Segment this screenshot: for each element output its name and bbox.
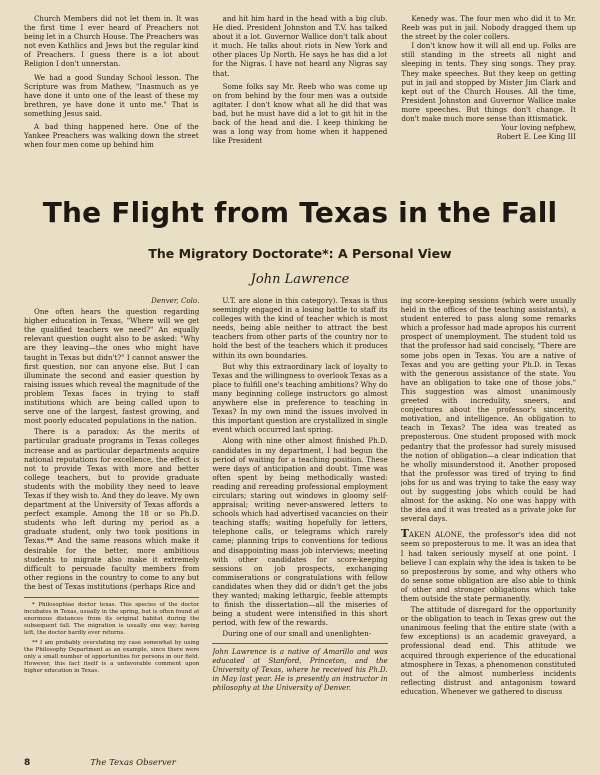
footnote: ** I am probably overstating my case somewhat by using the Philosophy Department as an example, since there were only a small number of opportunities for persons in our field. However, this fact itself is a unfavorable comment upon higher education in Texas. (24, 640, 200, 674)
paragraph: Church Members did not let them in. It was the first time I ever heard of Preachers not being let in a Church House. The Preachers was not even Kathlics and Jews but the regular kind of Preachers. I guess there is a lot about Religion I don't unnerstan. (24, 14, 199, 69)
letter-column-3 (401, 14, 576, 204)
paragraph: and hit him hard in the head with a big club. He died. President Johnston and T.V. has talked about it a lot. Guvernor Wallice don't talk about it much. He talks about riots in New York and other places Up North. He says he has did a lot for the Nigras. I have not heard any Nigras say that. (212, 14, 388, 78)
paragraph: But why this extraordinary lack of loyalty to Texas and the willingness to overlook Texas as a place to fulfill one's teaching ambitions? Why do many beginning college instructors go almost anywhere else in preference to teaching in Texas? In my own mind the issues involved in this important question are crystallized in single event which occurred last spring. (212, 361, 388, 435)
page-number: 8 (24, 758, 31, 768)
footnotes (24, 597, 199, 675)
author-bio (212, 643, 387, 693)
paragraph: During one of our small and unenlighten- (222, 629, 372, 639)
paragraph-text: the professor's idea did not seem so preposterous to me. It was an idea that I had taken seriously myself at one point. I believe I can explain why the idea is taken to be so preposterous by some, and why others who do sense some obligation are also able to think of other and stronger obligations which take them outside the state permanently. (400, 530, 576, 603)
footnote: * Philosophiae doctor texas. This species of the doctor incubates in Texas, usually in the spring, but is often found at enormous distances from its original habitat during the subsequent fall. The migration is usually one way; having left, the doctor hardly ever returns. (24, 602, 200, 636)
article-column-2 (212, 296, 387, 754)
letter-signature: Robert E. Lee King III (496, 132, 576, 142)
publication-name: The Texas Observer (90, 758, 176, 768)
paragraph: There is a paradox: As the merits of particular graduate programs in Texas colleges increase and as particular departments acquire national reputations for excellence, the effect is not to provide Texas with more and better college teachers, but to provide graduate students with the mobility they need to leave Texas if they wish to. And they do leave. My own department at the University of Texas affords a perfect example. Among the 18 or so Ph.D. students who left during my period as a graduate student, only two took positions in Texas.** And the same reasons which make it desirable for the better, more ambitious students to migrate also make it extremely difficult to persuade faculty members from other regions in the country to come to any but the best of Texas institutions (perhaps Rice and (24, 427, 200, 591)
article-column-1 (24, 296, 199, 754)
paragraph: Kenedy was. The four men who did it to Mr. Reeb was put in jail. Nobody dragged them up the street by the coler collers. (401, 14, 576, 42)
article-body (24, 296, 576, 754)
paragraph (401, 529, 576, 603)
letter-closing: Your loving nefphew, (501, 123, 576, 133)
paragraph: U.T. are alone in this category). Texas is thus seemingly engaged in a losing battle to staff its colleges with the kind of teacher which is most needs, being able neither to attract the best teachers from other parts of the country nor to hold the best of the teachers which it produces within its own boundaries. (212, 296, 388, 360)
paragraph: One often hears the question regarding higher education in Texas, "Where will we get the qualified teachers we need?" An equally relevant question ought also to be asked: "Why are they leaving—the ones who might have taught in Texas but didn't?" I cannot answer the first question, nor can anyone else. But I can illuminate the second and easier question by raising issues which reveal the magnitude of the problem Texas faces in trying to staff institutions which are being called upon to serve one of the largest, fastest growing, and most poorly educated populations in the nation. (24, 307, 200, 426)
letter-section (24, 14, 576, 204)
paragraph: ing score-keeping sessions (which were usually held in the offices of the teaching assistants), a student entered to pass along some remarks which a professor had made apropos his current prospect of unemployment. The student told us that the professor had said concisely, "There are some jobs open in Texas. You are a native of Texas and you are getting your Ph.D. in Texas with the generous assistance of the state. You have an obligation to take one of those jobs." This suggestion was almost unanimously greeted with incredulity, sneers, and conjectures about the professor's sincerity, motivation, and intelligence. An obligation to teach in Texas? The idea was treated as preposterous. One student proposed with mock pedantry that the professor had surely misused the notion of obligation—a clear indication that he wholly misunderstood it. Another proposed that the professor was tired of trying to find jobs for us and was trying to take the easy way out by suggesting jobs which could be had almost for the asking. No one was happy with the idea and it was treated as a private joke for several days. (400, 296, 576, 524)
paragraph: I don't know how it will all end up. Folks are still standing in the streets all night and sleeping in tents. They sing songs. They pray. They make speeches. But they keep on getting put in jail and stopped by Mister Jim Clark and kept out of the Church Houses. All the time, President Johnston and Guvernor Wallice make more speeches. But things don't change. It don't make much more sense than ittismatick. (401, 41, 576, 124)
paragraph: Along with nine other almost finished Ph.D. candidates in my department, I had begun the period of waiting for a teaching position. These were days of anticipation and doubt. Time was often spent by being methodically wasted: reading and rereading professional employment circulars; staring out windows in gloomy self-appraisal; writing never-answered letters to schools which had advertised vacancies on their teaching staffs; waiting hopefully for letters, telephone calls, or telegrams which rarely came; planning trips to conventions for tedious and disappointing mass job interviews; meeting with other candidates for score-keeping sessions on job prospects, exchanging commiserations or congratulations with fellow candidates when they did or didn't get the jobs they wanted; making lethargic, feeble attempts to finish the dissertation—all the miseries of being a student were intensified in this short period, with few of the rewards. (212, 436, 388, 628)
lead-in: AKEN ALONE, (408, 530, 465, 540)
drop-cap: T (400, 527, 409, 541)
letter-column-1 (24, 14, 199, 204)
paragraph: Some folks say Mr. Reeb who was come up on from behind by the four men was a outside agitater. I don't know what all he did that was bad, but he must have did a lot to git hit in the back of the head and die. I keep thinking he was a long way from home when it happened like President (212, 81, 388, 146)
bio-text: John Lawrence is a native of Amarillo and was educated at Stanford, Princeton, and the University of Texas, where he received his Ph.D. in May last year. He is presently an instructor in philosophy at the University of Denver. (212, 648, 388, 693)
dateline: Denver, Colo. (151, 296, 200, 305)
article-author: John Lawrence (250, 272, 350, 287)
paragraph: We had a good Sunday School lesson. The Scripture was from Mathew, "Inasmuch as ye have done it unto one of the least of these my brethren, ye have done it unto me." That is something Jesus said. (24, 72, 199, 118)
article-headline: The Flight from Texas in the Fall (42, 196, 558, 229)
paragraph: A bad thing happened here. One of the Yankee Preachers was walking down the street when four men come up behind him (24, 122, 199, 150)
paragraph: The attitude of disregard for the opportunity or the obligation to teach in Texas grew out the unanimous feeling that the entire state (with a few exceptions) is an academic graveyard, a professional dead end. This attitude we acquired through experience of the educational atmosphere in Texas, a phenomenon constituted out of the almost numberless incidents reflecting distrust and antagonism toward education. Whenever we gathered to discuss (400, 605, 576, 696)
letter-column-2 (213, 14, 388, 204)
article-column-3 (401, 296, 576, 754)
page-footer (24, 758, 576, 768)
article-subhead: The Migratory Doctorate*: A Personal View (148, 246, 452, 261)
